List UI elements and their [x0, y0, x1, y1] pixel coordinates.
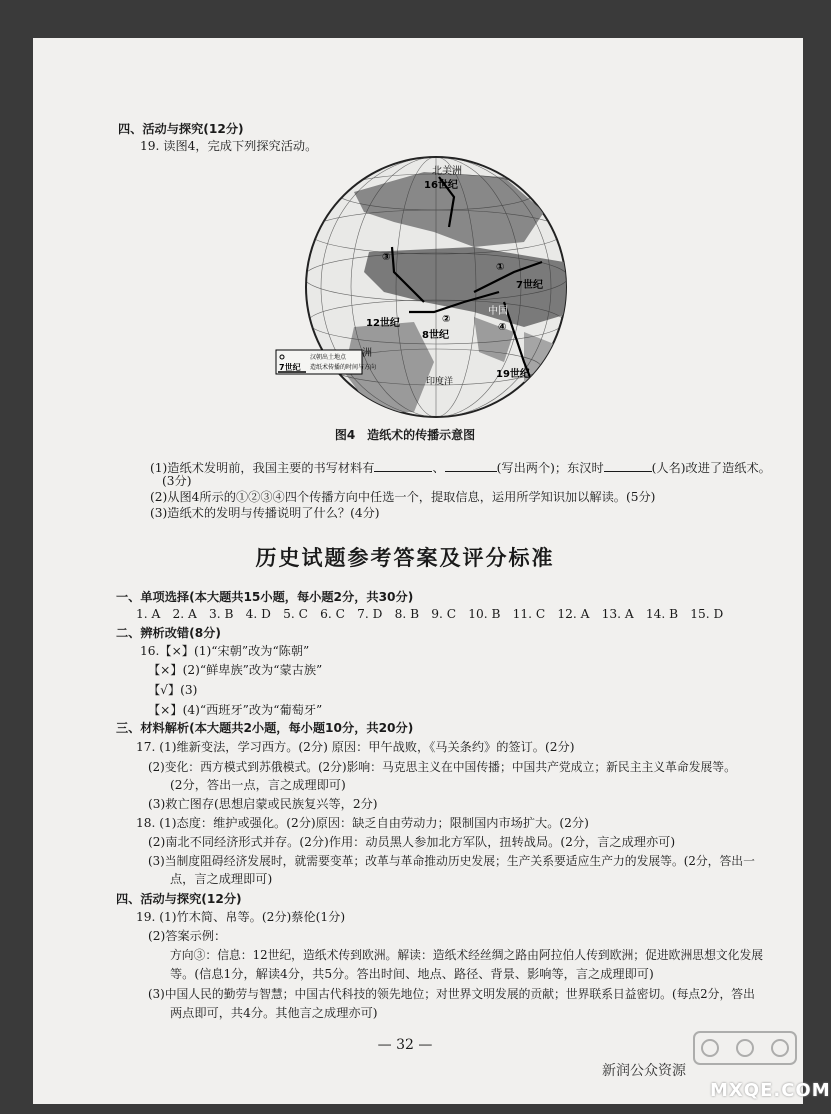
answer-line: 方向③：信息：12世纪，造纸术传到欧洲。解读：造纸术经丝绸之路由阿拉伯人传到欧洲；促进欧洲思想文化发展 [170, 948, 764, 962]
answer-line: 点，言之成理即可) [170, 872, 273, 886]
map-label-c7: 7世纪 [516, 280, 543, 291]
q19-part1-c: (写出两个)；东汉时 [496, 461, 604, 475]
q19-part2: (2)从图4所示的①②③④四个传播方向中任选一个，提取信息，运用所学知识加以解读。(5分) [150, 490, 656, 504]
map-label-north-america: 北美洲 [432, 166, 462, 177]
map-label-route-2: ② [442, 314, 451, 325]
answer-line: 16.【×】(1)“宋朝”改为“陈朝” [140, 644, 310, 658]
q19-part1-a: (1)造纸术发明前，我国主要的书写材料有 [150, 461, 375, 475]
answer-line: (3)当制度阻碍经济发展时，就需要变革；改革与革命推动历史发展；生产关系要适应生产力的发展等。(2分，答出一 [148, 854, 755, 868]
q19-part1 [150, 459, 771, 476]
watermark-site: MXQE.COM [710, 1080, 831, 1101]
q19-part1-d: (人名)改进了造纸术。 [651, 461, 771, 475]
answer-line: 17. (1)维新变法，学习西方。(2分) 原因：甲午战败，《马关条约》的签订。(2分) [136, 740, 575, 754]
answer-line: (2)南北不同经济形式并存。(2分)作用：动员黑人参加北方军队，扭转战局。(2分，言之成理亦可) [148, 835, 676, 849]
watermark-logo-icon [690, 1028, 800, 1068]
answer-line: (3)中国人民的勤劳与智慧；中国古代科技的领先地位；对世界文明发展的贡献；世界联系日益密切。(每点2分，答出 [148, 987, 755, 1001]
answer-blank-3[interactable] [604, 459, 652, 472]
section-header: 二、辨析改错(8分) [116, 626, 221, 640]
answer-line: 19. (1)竹木简、帛等。(2分)蔡伦(1分) [136, 910, 346, 924]
page-number: — 32 — [377, 1037, 433, 1053]
answer-line: 【×】(2)“鲜卑族”改为“蒙古族” [148, 663, 323, 677]
answer-line: 18. (1)态度：维护或强化。(2分)原因：缺乏自由劳动力；限制国内市场扩大。(2分) [136, 816, 589, 830]
page-title: 历史试题参考答案及评分标准 [255, 546, 555, 570]
map-label-c16: 16世纪 [424, 180, 458, 191]
answer-blank-2[interactable] [445, 459, 497, 472]
map-legend [276, 350, 376, 374]
q19-part3: (3)造纸术的发明与传播说明了什么？(4分) [150, 506, 380, 520]
section-header: 四、活动与探究(12分) [118, 122, 244, 136]
answer-line: (2)答案示例： [148, 929, 227, 943]
map-label-c19: 19世纪 [496, 369, 530, 380]
legend-origin-text: 汉朝出土地点 [310, 354, 347, 361]
map-label-indian-ocean: 印度洋 [426, 377, 454, 387]
paper-spread-map [274, 152, 594, 418]
watermark-wechat: 新润公众资源 [602, 1063, 686, 1079]
map-label-africa: 洲 [362, 348, 372, 359]
q19-part1-score: (3分) [162, 474, 192, 488]
answer-line: 等。(信息1分，解读4分，共5分。答出时间、地点、路径、背景、影响等，言之成理即可) [170, 967, 654, 981]
section-header: 一、单项选择(本大题共15小题，每小题2分，共30分) [116, 590, 414, 604]
map-label-route-1: ① [496, 262, 505, 273]
map-label-c8: 8世纪 [422, 330, 449, 341]
globe-figure [274, 152, 594, 418]
section-header: 三、材料解析(本大题共2小题，每小题10分，共20分) [116, 721, 414, 735]
answer-line: (3)救亡图存(思想启蒙或民族复兴等，2分) [148, 797, 378, 811]
q19-part1-b: 、 [432, 461, 445, 475]
answer-line: 【×】(4)“西班牙”改为“葡萄牙” [148, 703, 323, 717]
answer-line: 1. A 2. A 3. B 4. D 5. C 6. C 7. D 8. B 9. C 10. B 11. C 12. A 13. A 14. B 15. D [136, 607, 724, 621]
answer-line: 两点即可，共4分。其他言之成理亦可) [170, 1006, 378, 1020]
answer-line: (2分，答出一点，言之成理即可) [170, 778, 346, 792]
legend-year: 7世纪 [279, 363, 301, 372]
map-label-route-4: ④ [498, 322, 507, 333]
answer-blank-1[interactable] [374, 459, 432, 472]
answer-line: (2)变化：西方模式到苏俄模式。(2分)影响：马克思主义在中国传播；中国共产党成立；新民主主义革命发展等。 [148, 760, 736, 774]
legend-route-text: 造纸术传播的时间与方向 [310, 364, 377, 371]
section-header: 四、活动与探究(12分) [116, 892, 242, 906]
figure-caption: 图4 造纸术的传播示意图 [334, 428, 476, 442]
map-label-china: 中国 [488, 306, 508, 317]
map-label-route-3: ③ [382, 252, 391, 263]
answer-line: 【√】(3) [148, 683, 198, 697]
map-label-c12: 12世纪 [366, 318, 400, 329]
question-intro: 19. 读图4，完成下列探究活动。 [140, 139, 318, 153]
